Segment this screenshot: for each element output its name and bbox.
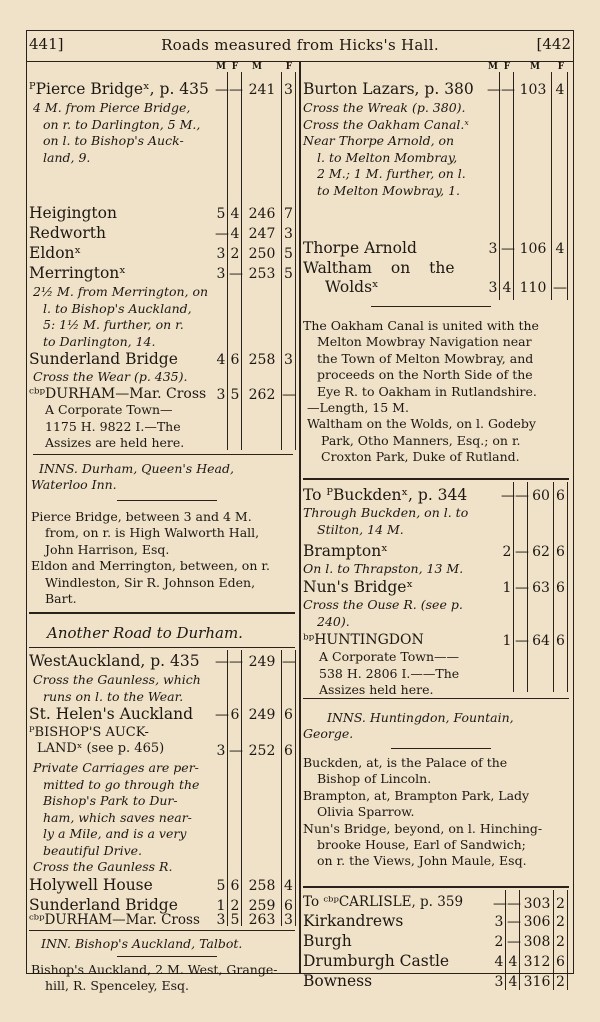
col-head-m: M <box>488 62 498 72</box>
total-miles: 247 <box>248 226 276 242</box>
town-note: A Corporate Town— 1175 H. 9822 I.—The Assizes are held here. <box>45 402 185 450</box>
total-furlongs: 6 <box>556 954 565 970</box>
place-sunderland-bridge: Sunderland Bridge <box>29 350 178 368</box>
total-furlongs: 3 <box>284 82 293 98</box>
total-miles: 106 <box>519 241 547 257</box>
miles: 5 <box>216 878 226 894</box>
total-miles: 263 <box>248 912 276 928</box>
total-furlongs: 6 <box>556 633 565 649</box>
furlongs: 6 <box>230 878 240 894</box>
town-note: A Corporate Town—— 538 H. 2806 I.——The Assizes held here. <box>319 649 460 697</box>
place-sunderland-bridge-2: Sunderland Bridge <box>29 896 178 914</box>
col-head-f: F <box>503 62 511 72</box>
page-title: Roads measured from Hicks's Hall. <box>161 36 439 54</box>
total-furlongs: 2 <box>556 974 565 990</box>
furlongs: — <box>515 544 529 560</box>
total-furlongs: 2 <box>556 914 565 930</box>
place-bowness: Bowness <box>303 972 373 990</box>
furlongs: — <box>229 654 243 670</box>
place-buckden: To ᴾBuckdenˣ, p. 344 <box>303 486 468 504</box>
miles: 2 <box>502 544 512 560</box>
total-miles: 249 <box>248 707 276 723</box>
route-note: 2½ M. from Merrington, on l. to Bishop's Auckland, 5: 1½ M. further, on r. to Darlington, 14. <box>33 284 209 349</box>
furlongs: — <box>515 488 529 504</box>
total-furlongs: 6 <box>284 743 293 759</box>
furlongs: — <box>507 934 521 950</box>
total-miles: 103 <box>519 82 547 98</box>
total-furlongs: 4 <box>555 82 565 98</box>
place-pierce-bridge: ᴾPierce Bridgeˣ, p. 435 <box>29 80 209 98</box>
place-drumburgh-castle: Drumburgh Castle <box>303 952 450 970</box>
furlongs: — <box>229 743 243 759</box>
furlongs: — <box>501 82 515 98</box>
miles: 2 <box>494 934 504 950</box>
total-miles: 252 <box>248 743 276 759</box>
total-miles: 253 <box>248 266 276 282</box>
left-description-2: Bishop's Auckland, 2 M. West, Grange- hill, R. Spenceley, Esq. <box>31 962 278 994</box>
place-waltham-line2: Woldsˣ <box>325 278 379 296</box>
place-thorpe-arnold: Thorpe Arnold <box>303 239 417 257</box>
total-miles: 262 <box>248 387 276 403</box>
col-head-total-f: F <box>285 62 293 72</box>
col-head-total-m: M <box>252 62 262 72</box>
place-west-auckland: WestAuckland, p. 435 <box>29 652 200 670</box>
total-miles: 249 <box>248 654 276 670</box>
col-head-f: F <box>231 62 239 72</box>
total-furlongs: — <box>553 280 567 296</box>
furlongs: 4 <box>230 206 240 222</box>
furlongs: — <box>501 241 515 257</box>
miles: — <box>487 82 501 98</box>
furlongs: 4 <box>508 974 518 990</box>
total-miles: 60 <box>532 488 550 504</box>
right-route-table-carlisle <box>301 888 573 998</box>
right-route-table-huntingdon <box>301 480 573 696</box>
total-miles: 306 <box>523 914 551 930</box>
total-miles: 246 <box>248 206 276 222</box>
furlongs: 5 <box>230 387 240 403</box>
miles: — <box>215 82 229 98</box>
place-nuns-bridge: Nun's Bridgeˣ <box>303 578 414 596</box>
furlongs: 6 <box>230 352 240 368</box>
total-miles: 241 <box>248 82 276 98</box>
miles: — <box>215 707 229 723</box>
place-carlisle: To ᶜᵇᵖCARLISLE, p. 359 <box>303 894 464 910</box>
col-head-total-m: M <box>530 62 540 72</box>
furlongs: — <box>515 633 529 649</box>
place-burton-lazars: Burton Lazars, p. 380 <box>303 80 474 98</box>
total-miles: 258 <box>248 352 276 368</box>
place-redworth: Redworth <box>29 224 106 242</box>
route-note: On l. to Thrapston, 13 M. <box>303 561 464 576</box>
total-furlongs: 3 <box>284 912 293 928</box>
place-burgh: Burgh <box>303 932 352 950</box>
miles: 3 <box>216 743 226 759</box>
left-route-table-alt <box>27 650 299 928</box>
running-header <box>27 31 573 62</box>
miles: 1 <box>216 898 226 914</box>
total-miles: 303 <box>523 896 551 912</box>
left-description: Pierce Bridge, between 3 and 4 M. from, on r. is High Walworth Hall, John Harrison, Esq. Eldon and Merrington, between, on r. Windleston, Sir R. Johnson Eden, Bart. <box>31 509 270 607</box>
right-description: The Oakham Canal is united with the Melton Mowbray Navigation near the Town of Melton Mowbray, and proceeds on the North Side of the Eye R. to Oakham in Rutlandshire. —Length, 15 M. Waltham on the Wolds, on l. Godeby Park, Otho Manners, Esq.; on r. Croxton Park, Duke of Rutland. <box>303 318 539 465</box>
miles: 5 <box>216 206 226 222</box>
place-waltham: Waltham on the <box>303 259 455 277</box>
route-note: Cross the Wreak (p. 380). Cross the Oakham Canal.ˣ Near Thorpe Arnold, on l. to Melton Mombray, 2 M.; 1 M. further, on l. to Melton Mowbray, 1. <box>303 100 469 198</box>
place-st-helens-auckland: St. Helen's Auckland <box>29 705 193 723</box>
place-huntingdon: ᵇᵖHUNTINGDON <box>303 632 424 648</box>
place-eldon: Eldonˣ <box>29 244 82 262</box>
miles: 3 <box>488 241 498 257</box>
miles: 3 <box>488 280 498 296</box>
miles: 3 <box>216 912 226 928</box>
route-note: Private Carriages are per- mitted to go through the Bishop's Park to Dur- ham, which saves near- ly a Mile, and is a very beautiful Drive. Cross the Gaunless R. <box>33 760 200 874</box>
total-furlongs: 2 <box>556 896 565 912</box>
place-durham-2: ᶜᵇᵖDURHAM—Mar. Cross <box>29 912 200 928</box>
route-note: Cross the Wear (p. 435). <box>33 369 188 384</box>
left-column <box>27 62 301 994</box>
miles: 3 <box>494 914 504 930</box>
page-number-right: [442 <box>536 35 571 53</box>
total-miles: 64 <box>532 633 550 649</box>
place-durham: ᶜᵇᵖDURHAM—Mar. Cross <box>29 386 207 402</box>
left-route-table-durham <box>27 62 299 452</box>
furlongs: — <box>229 266 243 282</box>
miles: 3 <box>494 974 504 990</box>
miles: 4 <box>494 954 504 970</box>
total-miles: 63 <box>532 580 550 596</box>
route-note: Cross the Ouse R. (see p. 240). <box>303 597 463 629</box>
furlongs: — <box>229 82 243 98</box>
furlongs: 5 <box>230 912 240 928</box>
right-route-table-melton <box>301 62 573 296</box>
total-miles: 110 <box>519 280 547 296</box>
total-miles: 308 <box>523 934 551 950</box>
route-note: Through Buckden, on l. to Stilton, 14 M. <box>303 505 469 537</box>
furlongs: 4 <box>230 226 240 242</box>
inns-note: INNS. Huntingdon, Fountain, George. <box>303 710 514 742</box>
total-furlongs: 4 <box>284 878 293 894</box>
right-description-2: Buckden, at, is the Palace of the Bishop of Lincoln. Brampton, at, Brampton Park, Lady Olivia Sparrow. Nun's Bridge, beyond, on l. Hinching- brooke House, Earl of Sandwich; on r. the Views, John Maule, Esq. <box>303 755 543 869</box>
miles: 3 <box>216 387 226 403</box>
route-note: Cross the Gaunless, which runs on l. to the Wear. <box>33 672 201 704</box>
furlongs: 2 <box>230 246 240 262</box>
miles: 3 <box>216 266 226 282</box>
total-furlongs: 3 <box>284 352 293 368</box>
miles: 1 <box>502 633 512 649</box>
inns-note: INNS. Durham, Queen's Head, Waterloo Inn. <box>31 461 234 493</box>
total-furlongs: 4 <box>555 241 565 257</box>
page-number-left: 441] <box>29 35 64 53</box>
total-miles: 62 <box>532 544 550 560</box>
place-heigington: Heigington <box>29 204 117 222</box>
miles: — <box>215 226 229 242</box>
total-furlongs: 7 <box>284 206 293 222</box>
miles: — <box>215 654 229 670</box>
place-brampton: Bramptonˣ <box>303 542 388 560</box>
total-furlongs: 6 <box>556 488 565 504</box>
total-furlongs: 6 <box>284 898 293 914</box>
total-furlongs: 6 <box>556 580 565 596</box>
place-merrington: Merringtonˣ <box>29 264 126 282</box>
total-furlongs: — <box>282 387 296 403</box>
total-furlongs: 6 <box>284 707 293 723</box>
furlongs: — <box>507 896 521 912</box>
total-miles: 316 <box>523 974 551 990</box>
total-miles: 259 <box>248 898 276 914</box>
total-furlongs: 6 <box>556 544 565 560</box>
place-holywell-house: Holywell House <box>29 876 153 894</box>
total-miles: 250 <box>248 246 276 262</box>
place-bishops-auckland: ᴾBISHOP'S AUCK- <box>29 725 149 740</box>
furlongs: — <box>515 580 529 596</box>
col-head-total-f: F <box>557 62 565 72</box>
miles: 1 <box>502 580 512 596</box>
total-furlongs: 2 <box>556 934 565 950</box>
furlongs: 4 <box>508 954 518 970</box>
total-miles: 312 <box>523 954 551 970</box>
book-page <box>26 30 574 994</box>
route-note: 4 M. from Pierce Bridge, on r. to Darlington, 5 M., on l. to Bishop's Auck- land, 9. <box>33 100 201 165</box>
miles: 3 <box>216 246 226 262</box>
miles: — <box>501 488 515 504</box>
total-furlongs: 5 <box>284 266 293 282</box>
place-bishops-auckland-line2: LANDˣ (see p. 465) <box>37 741 165 756</box>
total-furlongs: 5 <box>284 246 293 262</box>
furlongs: 4 <box>502 280 512 296</box>
section-heading: Another Road to Durham. <box>47 624 243 642</box>
furlongs: — <box>507 914 521 930</box>
furlongs: 2 <box>230 898 240 914</box>
total-miles: 258 <box>248 878 276 894</box>
furlongs: 6 <box>230 707 240 723</box>
place-kirkandrews: Kirkandrews <box>303 912 404 930</box>
col-head-m: M <box>216 62 226 72</box>
miles: 4 <box>216 352 226 368</box>
miles: — <box>493 896 507 912</box>
right-column <box>301 62 573 990</box>
total-furlongs: 3 <box>284 226 293 242</box>
inn-note: INN. Bishop's Auckland, Talbot. <box>41 936 243 951</box>
total-furlongs: — <box>282 654 296 670</box>
